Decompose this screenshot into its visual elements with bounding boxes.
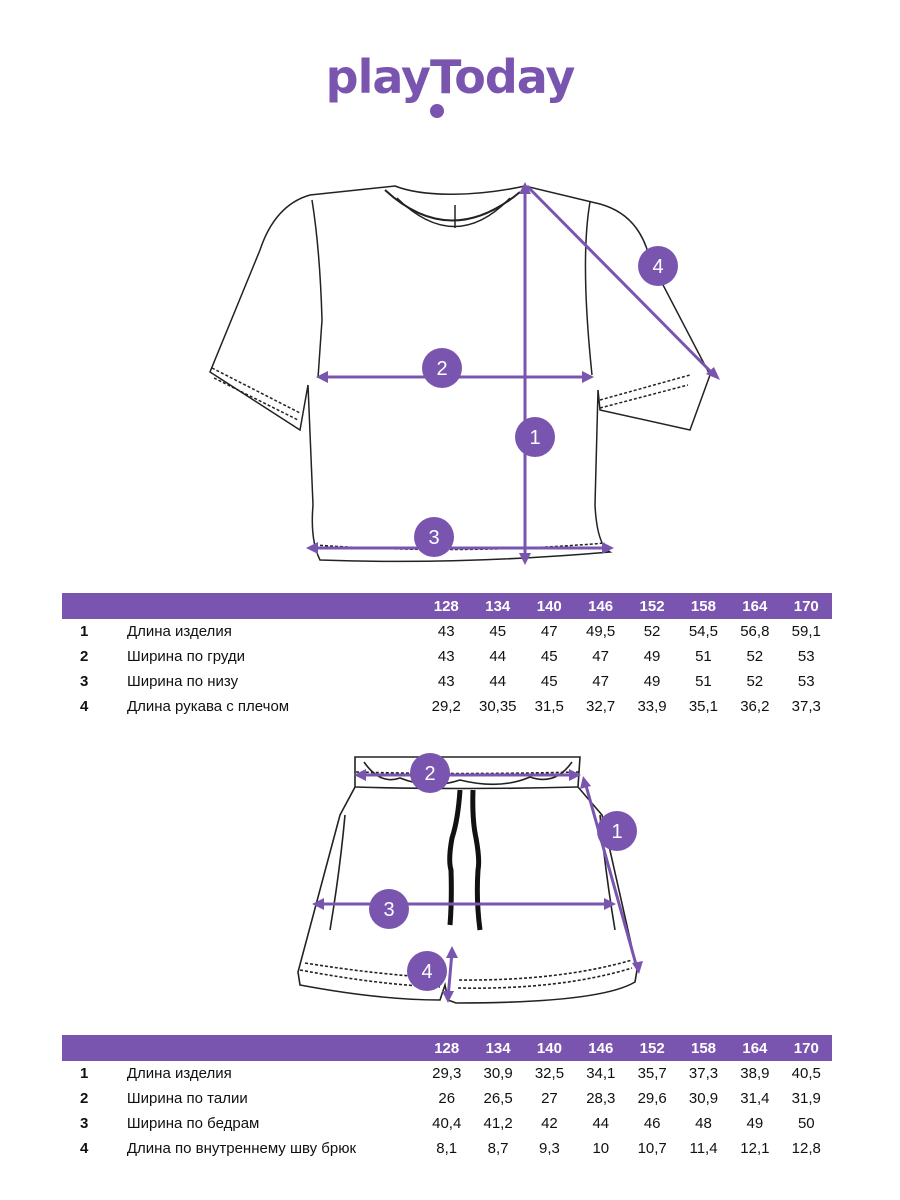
logo-dot	[430, 104, 444, 118]
cell-value: 27	[541, 1090, 558, 1107]
table-row	[62, 1086, 832, 1111]
cell-value: 45	[540, 673, 558, 690]
table-row	[62, 619, 832, 644]
cell-value: 53	[797, 648, 815, 665]
cell-value: 12,8	[791, 1140, 821, 1157]
svg-text:4: 4	[652, 256, 664, 278]
cell-value: 26,5	[483, 1090, 513, 1107]
cell-value: 33,9	[637, 698, 667, 715]
cell-value: 12,1	[740, 1140, 770, 1157]
tshirt-size-header	[62, 593, 832, 619]
cell-value: 51	[695, 648, 712, 665]
tshirt-size-table	[62, 593, 832, 719]
shorts-marker-4	[407, 951, 447, 991]
cell-value: 50	[797, 1115, 815, 1132]
size-header: 134	[472, 1035, 523, 1061]
row-number: 2	[80, 1090, 89, 1107]
tshirt-marker-2	[422, 348, 462, 388]
row-number: 4	[80, 698, 89, 715]
size-header: 140	[524, 1035, 575, 1061]
cell-value: 29,2	[431, 698, 461, 715]
cell-value: 43	[437, 623, 455, 640]
cell-value: 43	[437, 673, 455, 690]
cell-value: 31,9	[791, 1090, 821, 1107]
cell-value: 48	[695, 1115, 712, 1132]
shorts-marker-1	[597, 811, 637, 851]
shorts-size-table	[62, 1035, 832, 1161]
size-header: 140	[524, 593, 575, 619]
cell-value: 28,3	[586, 1090, 616, 1107]
cell-value: 38,9	[740, 1065, 770, 1082]
cell-value: 52	[746, 648, 764, 665]
shorts-marker-3	[369, 889, 409, 929]
size-header: 152	[626, 593, 677, 619]
row-number: 2	[80, 648, 89, 665]
cell-value: 9,3	[539, 1140, 560, 1157]
svg-text:2: 2	[436, 358, 448, 380]
row-number: 1	[80, 623, 89, 640]
cell-value: 32,7	[586, 698, 616, 715]
cell-value: 10,7	[637, 1140, 667, 1157]
cell-value: 11,4	[689, 1140, 718, 1157]
cell-value: 32,5	[534, 1065, 565, 1082]
table-row	[62, 1136, 832, 1161]
cell-value: 56,8	[740, 623, 770, 640]
cell-value: 41,2	[483, 1115, 513, 1132]
tshirt-drawing	[0, 160, 900, 580]
table-row	[62, 669, 832, 694]
cell-value: 49,5	[586, 623, 616, 640]
row-label: Ширина по бедрам	[126, 1115, 260, 1132]
cell-value: 52	[643, 623, 661, 640]
cell-value: 31,4	[740, 1090, 770, 1107]
table-row	[62, 1111, 832, 1136]
cell-value: 49	[643, 648, 661, 665]
cell-value: 30,9	[483, 1065, 513, 1082]
row-number: 4	[80, 1140, 89, 1157]
tshirt-marker-1	[515, 417, 555, 457]
row-label: Ширина по низу	[126, 673, 239, 690]
row-number: 3	[80, 1115, 89, 1132]
cell-value: 8,7	[487, 1140, 509, 1157]
row-number: 3	[80, 673, 89, 690]
header-spacer	[62, 1035, 421, 1061]
svg-text:4: 4	[421, 961, 433, 983]
cell-value: 30,35	[478, 698, 517, 715]
shorts-marker-2	[410, 753, 450, 793]
size-header: 128	[421, 593, 472, 619]
cell-value: 44	[489, 673, 507, 690]
size-header: 146	[575, 1035, 626, 1061]
cell-value: 35,1	[688, 698, 719, 715]
cell-value: 34,1	[586, 1065, 616, 1082]
svg-text:3: 3	[383, 899, 395, 921]
cell-value: 47	[592, 648, 609, 665]
size-header: 152	[626, 1035, 677, 1061]
cell-value: 29,6	[637, 1090, 667, 1107]
shorts-drawing	[0, 750, 900, 1010]
cell-value: 29,3	[432, 1065, 462, 1082]
cell-value: 37,3	[688, 1065, 719, 1082]
cell-value: 10	[592, 1140, 610, 1157]
cell-value: 52	[746, 673, 764, 690]
tshirt-marker-3	[414, 517, 454, 557]
cell-value: 53	[797, 673, 815, 690]
row-label: Длина по внутреннему шву брюк	[126, 1140, 357, 1157]
cell-value: 54,5	[688, 623, 719, 640]
cell-value: 44	[592, 1115, 610, 1132]
size-header: 158	[678, 593, 729, 619]
size-header: 164	[729, 1035, 780, 1061]
row-label: Длина изделия	[126, 1065, 232, 1082]
shorts-size-header	[62, 1035, 832, 1061]
cell-value: 59,1	[791, 623, 821, 640]
header-spacer	[62, 593, 421, 619]
size-header: 158	[678, 1035, 729, 1061]
svg-text:1: 1	[611, 821, 623, 843]
cell-value: 43	[437, 648, 455, 665]
cell-value: 51	[695, 673, 712, 690]
cell-value: 46	[643, 1115, 661, 1132]
cell-value: 49	[746, 1115, 764, 1132]
size-header: 170	[781, 593, 832, 619]
size-header: 128	[421, 1035, 472, 1061]
svg-text:2: 2	[424, 763, 436, 785]
cell-value: 31,5	[534, 698, 564, 715]
table-row	[62, 694, 832, 719]
cell-value: 35,7	[637, 1065, 667, 1082]
row-number: 1	[80, 1065, 89, 1082]
cell-value: 47	[540, 623, 558, 640]
cell-value: 45	[489, 623, 507, 640]
cell-value: 26	[438, 1090, 456, 1107]
size-header: 146	[575, 593, 626, 619]
cell-value: 8,1	[436, 1140, 458, 1157]
size-header: 164	[729, 593, 780, 619]
cell-value: 36,2	[740, 698, 770, 715]
cell-value: 49	[643, 673, 661, 690]
cell-value: 47	[592, 673, 609, 690]
brand-logo: playToday	[325, 50, 575, 104]
svg-text:1: 1	[529, 427, 541, 449]
row-label: Ширина по талии	[126, 1090, 248, 1107]
tshirt-marker-4	[638, 246, 678, 286]
cell-value: 45	[540, 648, 558, 665]
cell-value: 40,5	[791, 1065, 821, 1082]
cell-value: 42	[541, 1115, 558, 1132]
row-label: Длина изделия	[126, 623, 232, 640]
table-row	[62, 644, 832, 669]
size-header: 134	[472, 593, 524, 619]
cell-value: 30,9	[688, 1090, 719, 1107]
table-row	[62, 1061, 832, 1086]
cell-value: 37,3	[791, 698, 821, 715]
cell-value: 44	[489, 648, 507, 665]
row-label: Длина рукава с плечом	[126, 698, 290, 715]
svg-text:3: 3	[428, 527, 440, 549]
size-header: 170	[781, 1035, 832, 1061]
cell-value: 40,4	[432, 1115, 462, 1132]
row-label: Ширина по груди	[126, 648, 246, 665]
